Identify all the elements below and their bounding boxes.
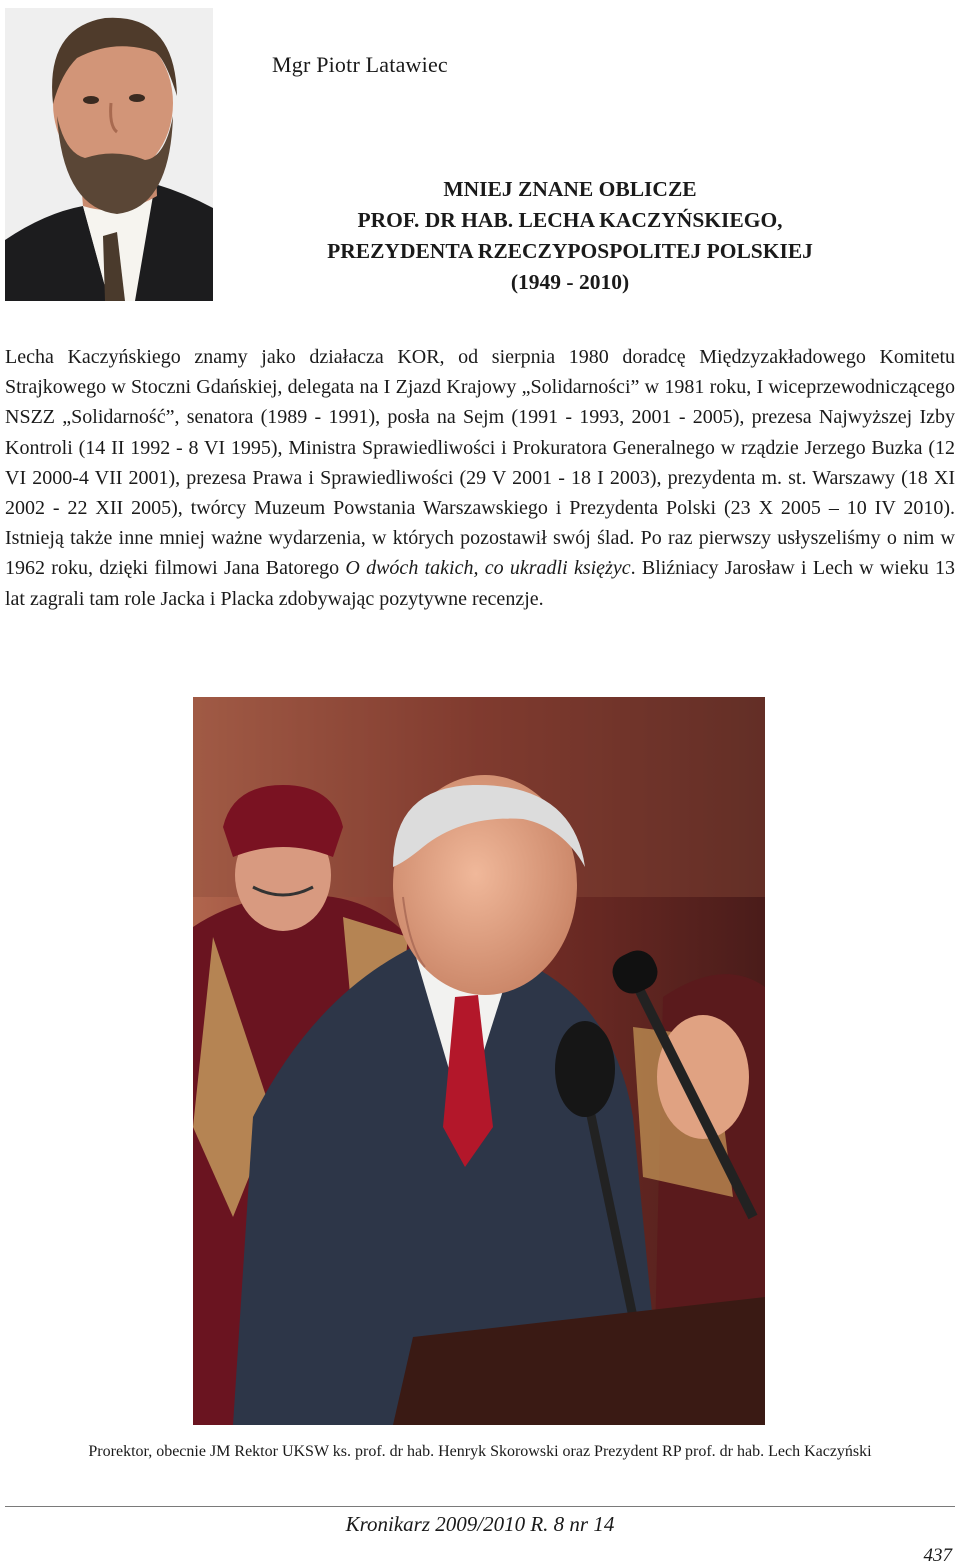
body-text-part-1: Lecha Kaczyńskiego znamy jako działacza KOR, od sierpnia 1980 doradcę Międzyzakładowego Komitetu Strajkowego w Stoczni Gdańskiej, delegata na I Zjazd Krajowy „Solidarności” w 1981 roku, I wiceprzewodniczącego NSZZ „Solidarność”, senatora (1989 - 1991), posła na Sejm (1991 - 1993, 2001 - 2005), prezesa Najwyższej Izby Kontroli (14 II 1992 - 8 VI 1995), Ministra Sprawiedliwości i Prokuratora Generalnego w rządzie Jerzego Buzka (12 VI 2000-4 VII 2001), prezesa Prawa i Sprawiedliwości (29 V 2001 - 18 I 2003), prezydenta m. st. Warszawy (18 XI 2002 - 22 XII 2005), twórcy Muzeum Powstania Warszawskiego i Prezydenta Polski (23 X 2005 – 10 IV 2010). Istnieją także inne mniej ważne wydarzenia, w których pozostawił swój ślad. Po raz pierwszy usłyszeliśmy o nim w 1962 roku, dzięki filmowi Jana Batorego [5, 346, 955, 580]
journal-footer: Kronikarz 2009/2010 R. 8 nr 14 [345, 1512, 615, 1536]
photo-caption: Prorektor, obecnie JM Rektor UKSW ks. prof. dr hab. Henryk Skorowski oraz Prezydent RP prof. dr hab. Lech Kaczyński [88, 1443, 872, 1460]
author-portrait [5, 8, 213, 301]
article-body [5, 342, 955, 614]
title-line-4: (1949 - 2010) [510, 270, 630, 294]
article-title [230, 174, 910, 298]
author-name: Mgr Piotr Latawiec [272, 52, 448, 77]
film-title: O dwóch takich, co ukradli księżyc [345, 557, 631, 580]
title-line-1: MNIEJ ZNANE OBLICZE [443, 177, 697, 201]
title-line-2: PROF. DR HAB. LECHA KACZYŃSKIEGO, [357, 208, 783, 232]
body-text-part-2: . Bliźniacy Jarosław i Lech w wieku 13 lat zagrali tam role Jacka i Placka zdobywając pozytywne recenzje. [5, 557, 955, 610]
footer-divider [5, 1506, 955, 1507]
body-paragraph [5, 342, 955, 614]
title-line-3: PREZYDENTA RZECZYPOSPOLITEJ POLSKIEJ [327, 239, 813, 263]
page-number: 437 [923, 1545, 952, 1566]
ceremony-photo [193, 697, 765, 1425]
